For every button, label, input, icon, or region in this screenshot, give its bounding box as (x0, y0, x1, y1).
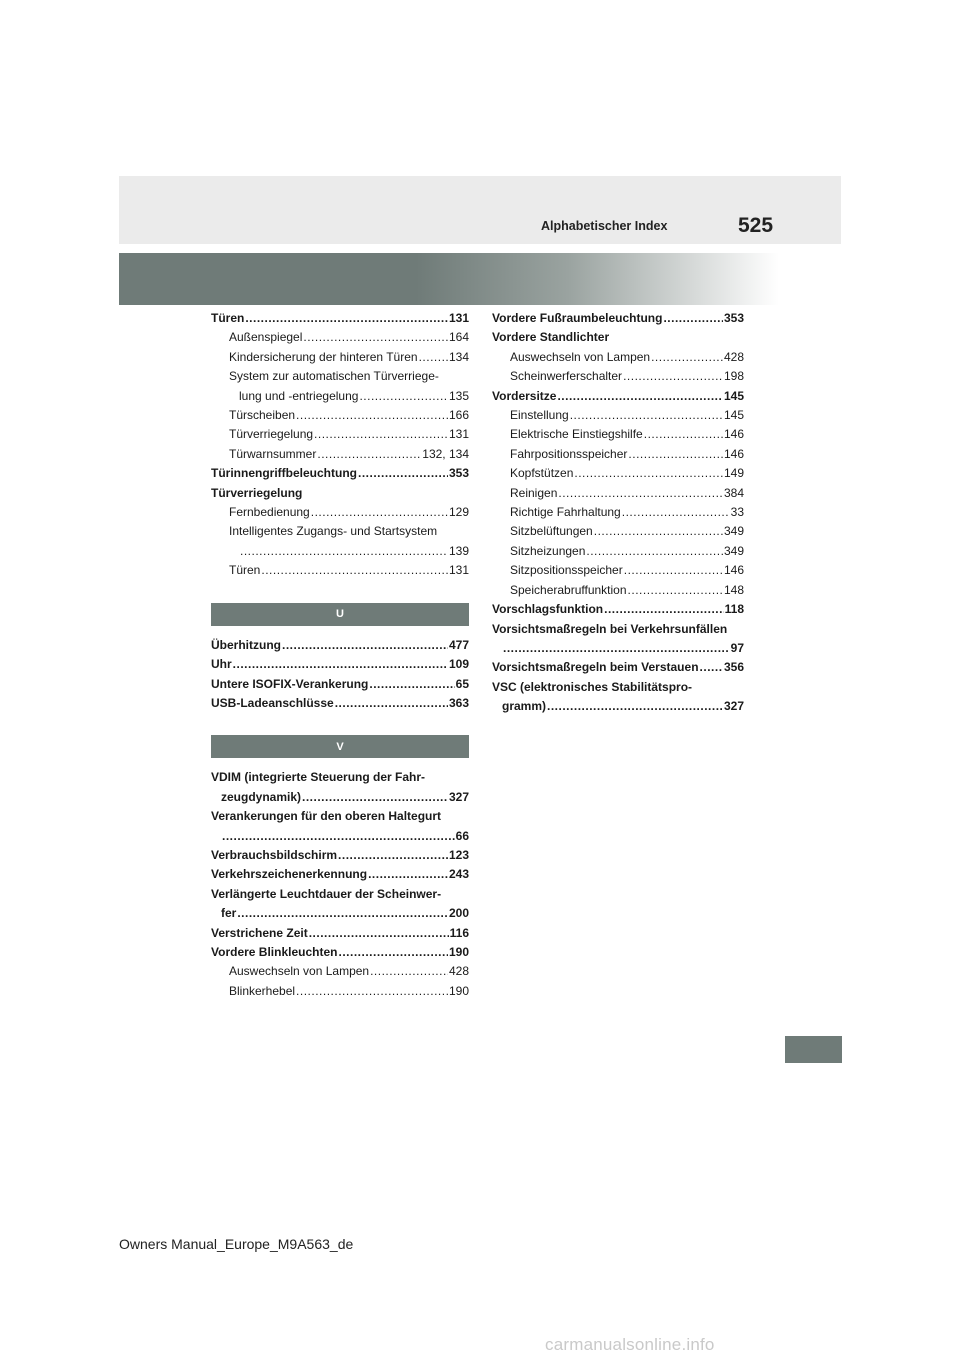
index-group-right (492, 309, 744, 717)
index-entry-label: Sitzheizungen (510, 543, 586, 558)
dot-leader (302, 788, 448, 807)
index-entry-label: Richtige Fahrhaltung (510, 505, 621, 520)
dot-leader (261, 561, 448, 580)
index-entry-label: Türverriegelung (229, 427, 314, 442)
index-entry (211, 675, 469, 694)
index-entry (211, 503, 469, 522)
index-entry (211, 788, 469, 807)
index-entry-page: 198 (723, 369, 744, 384)
index-entry-label: gramm) (502, 699, 547, 714)
dot-leader (296, 982, 448, 1001)
index-entry-heading: Vorsichtsmaßregeln bei Verkehrsunfällen (492, 621, 728, 636)
index-entry-label: Fernbedienung (229, 505, 310, 520)
header-gradient-bar (119, 253, 779, 305)
index-group-t (211, 309, 469, 581)
index-entry-label: Türscheiben (229, 408, 296, 423)
index-entry-page: 139 (448, 543, 469, 558)
index-entry-label: zeugdynamik) (221, 789, 302, 804)
index-entry-page: 384 (723, 485, 744, 500)
index-entry (492, 309, 744, 328)
dot-leader (338, 943, 447, 962)
dot-leader (503, 639, 730, 658)
index-entry (492, 581, 744, 600)
dot-leader (547, 697, 723, 716)
index-entry-page: 132, 134 (422, 446, 469, 461)
index-entry (492, 503, 744, 522)
index-entry-page: 243 (448, 867, 469, 882)
index-entry (211, 924, 469, 943)
index-entry-label: lung und -entriegelung (239, 388, 359, 403)
index-entry-label: Türinnengriffbeleuchtung (211, 466, 357, 481)
index-entry-label: Vorsichtsmaßregeln beim Verstauen (492, 660, 699, 675)
dot-leader (240, 542, 448, 561)
index-entry-label: Verbrauchsbildschirm (211, 847, 338, 862)
index-entry-label: Vordere Blinkleuchten (211, 944, 338, 959)
dot-leader (663, 309, 723, 328)
dot-leader (245, 309, 448, 328)
header-band (119, 176, 841, 244)
index-entry-page: 129 (448, 505, 469, 520)
index-entry-page: 116 (449, 925, 469, 940)
index-entry-heading: Verankerungen für den oberen Haltegurt (211, 809, 442, 824)
index-entry-page: 349 (723, 524, 744, 539)
index-entry (211, 561, 469, 580)
index-entry-page: 109 (448, 657, 469, 672)
index-entry (211, 328, 469, 347)
index-entry-page: 131 (448, 427, 469, 442)
index-entry-label: Kindersicherung der hinteren Türen (229, 349, 418, 364)
index-entry-label: Fahrpositionsspeicher (510, 446, 628, 461)
index-entry-page: 145 (723, 388, 744, 403)
index-entry (211, 694, 469, 713)
index-entry-page: 428 (448, 964, 469, 979)
index-entry (492, 561, 744, 580)
index-entry-page: 65 (455, 676, 469, 691)
dot-leader (628, 581, 723, 600)
index-entry (211, 846, 469, 865)
dot-leader (309, 924, 449, 943)
index-entry-label: Blinkerhebel (229, 983, 296, 998)
index-entry (492, 522, 744, 541)
index-entry-heading: Intelligentes Zugangs- und Startsystem (229, 524, 438, 539)
index-entry-page: 363 (448, 695, 469, 710)
index-entry-page: 146 (723, 446, 744, 461)
index-entry-label: Scheinwerferschalter (510, 369, 623, 384)
index-column-left (211, 309, 469, 1001)
dot-leader (358, 464, 448, 483)
index-entry (492, 348, 744, 367)
index-entry (211, 655, 469, 674)
index-entry-label: Türen (211, 311, 245, 325)
index-entry-page: 33 (730, 505, 744, 520)
index-entry (211, 636, 469, 655)
index-entry-heading: System zur automatischen Türverriege- (229, 369, 439, 384)
dot-leader (622, 503, 730, 522)
index-entry (211, 309, 469, 328)
footer-document-id: Owners Manual_Europe_M9A563_de (119, 1236, 354, 1252)
dot-leader (574, 464, 723, 483)
index-entry-label: Vordersitze (492, 388, 557, 403)
index-entry-page: 145 (723, 408, 744, 423)
dot-leader (624, 561, 723, 580)
dot-leader (570, 406, 723, 425)
index-entry-label: Verkehrszeichenerkennung (211, 867, 368, 882)
index-entry (492, 600, 744, 619)
dot-leader (644, 425, 723, 444)
index-entry-page: 356 (723, 660, 744, 675)
index-entry (492, 367, 744, 386)
index-entry-label: Sitzpositionsspeicher (510, 563, 623, 578)
index-entry (492, 639, 744, 658)
dot-leader (700, 658, 723, 677)
dot-leader (317, 445, 421, 464)
index-entry-page: 146 (723, 427, 744, 442)
index-entry (211, 387, 469, 406)
dot-leader (586, 542, 723, 561)
page-number: 525 (738, 214, 774, 237)
index-entry-heading: Türverriegelung (211, 485, 303, 500)
index-entry-label: Außenspiegel (229, 330, 303, 345)
index-entry-page: 97 (730, 640, 744, 655)
index-column-right (492, 309, 744, 717)
index-entry-label: Elektrische Einstiegshilfe (510, 427, 643, 442)
dot-leader (604, 600, 724, 619)
index-entry-label: Reinigen (510, 485, 558, 500)
index-entry-page: 131 (448, 311, 469, 325)
index-entry (492, 425, 744, 444)
section-title: Alphabetischer Index (541, 219, 668, 233)
dot-leader (222, 827, 455, 846)
index-entry (492, 658, 744, 677)
index-group-v (211, 768, 469, 1001)
index-entry-label: Einstellung (510, 408, 569, 423)
index-entry-label: Türen (229, 563, 261, 578)
index-entry (211, 943, 469, 962)
index-entry (492, 697, 744, 716)
index-entry (492, 484, 744, 503)
index-entry-page: 148 (723, 582, 744, 597)
dot-leader (233, 655, 448, 674)
index-entry-page: 164 (448, 330, 469, 345)
index-entry-label: Überhitzung (211, 637, 281, 652)
dot-leader (623, 367, 723, 386)
index-entry-page: 327 (448, 789, 469, 804)
dot-leader (338, 846, 448, 865)
index-entry (211, 827, 469, 846)
index-entry (492, 387, 744, 406)
index-entry-page: 135 (448, 388, 469, 403)
index-entry-label: Türwarnsummer (229, 446, 317, 461)
index-entry-page: 200 (448, 906, 469, 921)
index-entry-heading: Verlängerte Leuchtdauer der Scheinwer- (211, 886, 442, 901)
index-entry (492, 464, 744, 483)
index-entry-page: 123 (448, 847, 469, 862)
index-entry-page: 146 (723, 563, 744, 578)
index-entry-page: 190 (448, 944, 469, 959)
index-entry-heading: VDIM (integrierte Steuerung der Fahr- (211, 770, 426, 785)
index-entry-label: Sitzbelüftungen (510, 524, 593, 539)
index-entry-page: 353 (723, 311, 744, 325)
dot-leader (359, 387, 448, 406)
index-entry-label: Vordere Fußraumbeleuchtung (492, 311, 663, 325)
dot-leader (419, 348, 448, 367)
index-entry-label: USB-Ladeanschlüsse (211, 695, 334, 710)
index-entry-page: 66 (455, 828, 469, 843)
index-entry-label: fer (221, 906, 237, 921)
index-entry-heading: Vordere Standlichter (492, 330, 610, 345)
dot-leader (558, 484, 723, 503)
index-entry (211, 904, 469, 923)
index-entry-label: Untere ISOFIX-Verankerung (211, 676, 369, 691)
index-entry (211, 425, 469, 444)
index-entry-label: Verstrichene Zeit (211, 925, 308, 940)
index-entry (211, 982, 469, 1001)
index-entry-label: Vorschlagsfunktion (492, 602, 604, 617)
index-entry-page: 134 (448, 349, 469, 364)
dot-leader (369, 675, 454, 694)
index-entry (492, 542, 744, 561)
index-entry (211, 445, 469, 464)
dot-leader (628, 445, 723, 464)
watermark: carmanualsonline.info (545, 1335, 715, 1354)
index-entry-label: Kopfstützen (510, 466, 574, 481)
index-entry-label: Auswechseln von Lampen (229, 964, 370, 979)
dot-leader (303, 328, 448, 347)
index-entry-label: Speicherabruffunktion (510, 582, 627, 597)
index-entry-page: 131 (448, 563, 469, 578)
index-entry-page: 190 (448, 983, 469, 998)
index-entry-page: 118 (724, 602, 744, 617)
dot-leader (651, 348, 723, 367)
index-entry (211, 406, 469, 425)
index-entry-page: 428 (723, 349, 744, 364)
dot-leader (237, 904, 448, 923)
dot-leader (594, 522, 723, 541)
index-entry (211, 962, 469, 981)
index-group-u (211, 636, 469, 714)
dot-leader (335, 694, 448, 713)
index-entry-page: 349 (723, 543, 744, 558)
dot-leader (282, 636, 448, 655)
dot-leader (557, 387, 723, 406)
dot-leader (368, 865, 448, 884)
dot-leader (311, 503, 448, 522)
index-entry-heading: VSC (elektronisches Stabilitätspro- (492, 679, 693, 694)
dot-leader (296, 406, 448, 425)
index-entry-label: Auswechseln von Lampen (510, 349, 651, 364)
index-entry (211, 348, 469, 367)
index-entry-page: 353 (448, 466, 469, 481)
index-entry-label: Uhr (211, 657, 232, 672)
letter-heading-u: U (211, 603, 469, 626)
thumb-index-tab (785, 1036, 842, 1063)
index-entry (492, 406, 744, 425)
index-entry-page: 327 (723, 699, 744, 714)
index-entry (211, 542, 469, 561)
index-entry (211, 865, 469, 884)
dot-leader (314, 425, 448, 444)
index-entry-page: 477 (448, 637, 469, 652)
index-entry (492, 445, 744, 464)
index-entry (211, 464, 469, 483)
index-entry-page: 149 (723, 466, 744, 481)
index-entry-page: 166 (448, 408, 469, 423)
dot-leader (370, 962, 448, 981)
letter-heading-v: V (211, 735, 469, 758)
